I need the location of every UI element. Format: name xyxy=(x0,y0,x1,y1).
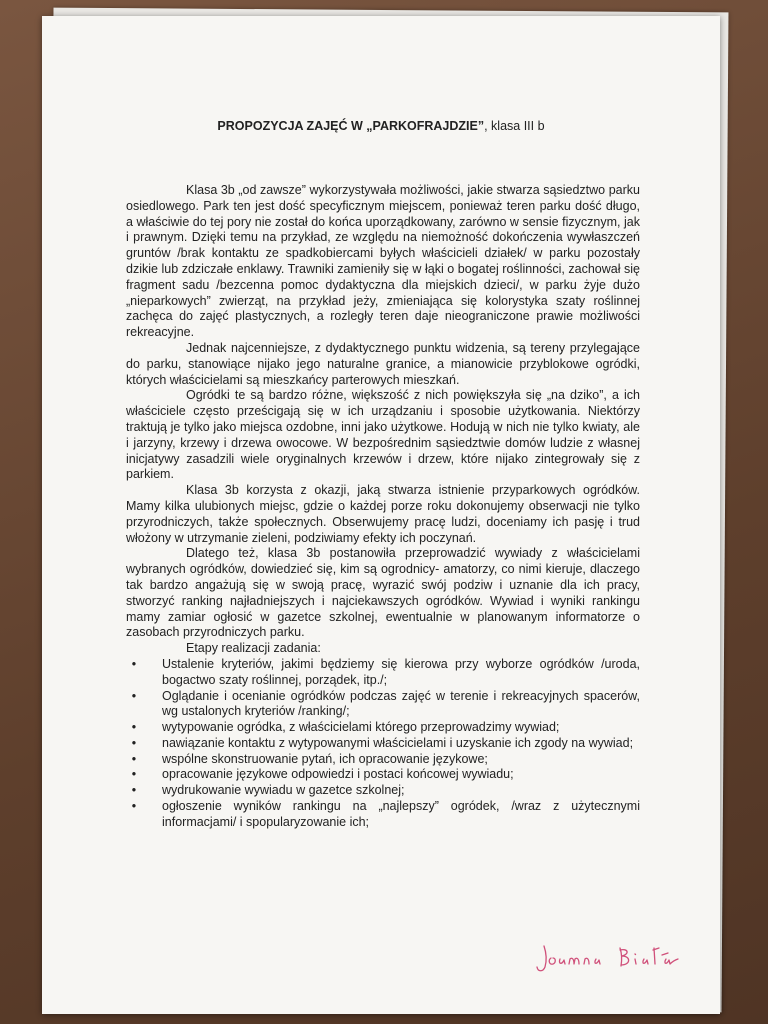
title-class: , klasa III b xyxy=(484,119,545,133)
list-item-text: ogłoszenie wyników rankingu na „najlepszy” ogródek, /wraz z użytecznymi informacjami/ i spopularyzowanie ich; xyxy=(162,799,640,829)
stages-heading: Etapy realizacji zadania: xyxy=(186,641,321,656)
list-item xyxy=(126,799,640,831)
bullet-icon: • xyxy=(131,735,137,750)
list-item-text: opracowanie językowe odpowiedzi i postaci końcowej wywiadu; xyxy=(162,767,514,782)
list-item xyxy=(126,767,640,783)
list-item xyxy=(126,783,640,799)
list-item xyxy=(126,752,640,768)
bullet-icon: • xyxy=(131,767,137,782)
list-item-text: wytypowanie ogródka, z właścicielami którego przeprowadzimy wywiad; xyxy=(162,720,560,735)
bullet-icon: • xyxy=(131,751,137,766)
document-page xyxy=(42,16,720,1014)
paragraph: Dlatego też, klasa 3b postanowiła przeprowadzić wywiady z właścicielami wybranych ogródków, dowiedzieć się, kim są ogrodnicy- amatorzy, co nimi kieruje, dlaczego tak bardzo angażują się w swoją pracę, wyrazić swój podziw i uznanie dla ich pracy, stworzyć ranking najładniejszych i najciekawszych ogródków. Wywiad i wyniki rankingu mamy zamiar ogłosić w gazetce szkolnej, ewentualnie w planowanym informatorze o zasobach przyrodniczych parku. xyxy=(126,546,640,640)
list-item-text: wspólne skonstruowanie pytań, ich opracowanie językowe; xyxy=(162,751,488,766)
paragraph: Jednak najcenniejsze, z dydaktycznego punktu widzenia, są tereny przylegające do parku, stanowiące nijako jego naturalne granice, a mianowicie przyblokowe ogródki, których właścicielami są mieszkańcy parterowych mieszkań. xyxy=(126,340,640,387)
list-item xyxy=(126,689,640,721)
document-title xyxy=(42,119,720,133)
bullet-icon: • xyxy=(131,799,137,814)
list-item-text: wydrukowanie wywiadu w gazetce szkolnej; xyxy=(162,783,405,798)
bullet-icon: • xyxy=(131,656,137,671)
list-item-text: Ustalenie kryteriów, jakimi będziemy się kierowa przy wyborze ogródków /uroda, bogactwo szaty roślinnej, porządek, itp./; xyxy=(162,656,640,687)
handwritten-signature xyxy=(532,938,692,978)
paragraph: Klasa 3b korzysta z okazji, jaką stwarza istnienie przyparkowych ogródków. Mamy kilka ulubionych miejsc, gdzie o każdej porze roku dokonujemy obserwacji nie tylko przyrodniczych, także społecznych. Obserwujemy pracę ludzi, doceniamy ich pasję i trud włożony w utrzymanie zieleni, podziwiamy efekty ich poczynań. xyxy=(126,483,640,545)
bullet-icon: • xyxy=(131,783,137,798)
list-item-text: Oglądanie i ocenianie ogródków podczas zajęć w terenie i rekreacyjnych spacerów, wg ustalonych kryteriów /ranking/; xyxy=(162,688,640,719)
paragraph: Ogródki te są bardzo różne, większość z nich powiększyła się „na dziko”, a ich właściciele często prześcigają się w ich urządzaniu i sposobie użytkowania. Niektórzy traktują je tylko jako miejsca ozdobne, inni jako użytkowe. Hodują w nich nie tylko kwiaty, ale i jarzyny, krzewy i drzewa owocowe. W bezpośrednim sąsiedztwie domów ludzie z własnej inicjatywy zasadzili wiele oryginalnych krzewów i drzew, które nijako zintegrowały się z parkiem. xyxy=(126,388,640,482)
bullet-icon: • xyxy=(131,720,137,735)
paragraph: Klasa 3b „od zawsze” wykorzystywała możliwości, jakie stwarza sąsiedztwo parku osiedlowego. Park ten jest dość specyficznym miejscem, ponieważ teren parku dość długo, a właściwie do tej pory nie został do końca uporządkowany, zarówno w sensie fizycznym, jak i prawnym. Dzięki temu na przykład, ze względu na niemożność dokończenia wywłaszczeń gruntów /brak kontaktu ze spadkobiercami byłych właścicieli działek/ w parku pozostały dzikie lub zdziczałe enklawy. Trawniki zamieniły się w łąki o bogatej roślinności, zachował się fragment sadu /bezcenna pomoc dydaktyczna dla miejskich dzieci/, w parku żyje dużo „nieparkowych” zwierząt, na przykład jeży, zmieniająca się kolorystyka szaty roślinnej zachęca do zajęć plastycznych, a rozległy teren daje nieograniczone prawie możliwości rekreacyjne. xyxy=(126,183,640,340)
list-item xyxy=(126,720,640,736)
title-bold: PROPOZYCJA ZAJĘĆ W „PARKOFRAJDZIE” xyxy=(217,119,485,133)
bullet-icon: • xyxy=(131,688,137,703)
stages-list xyxy=(126,657,640,831)
list-item-text: nawiązanie kontaktu z wytypowanymi właścicielami i uzyskanie ich zgody na wywiad; xyxy=(162,735,634,750)
document-body xyxy=(126,183,640,831)
list-item xyxy=(126,736,640,752)
list-item xyxy=(126,657,640,689)
